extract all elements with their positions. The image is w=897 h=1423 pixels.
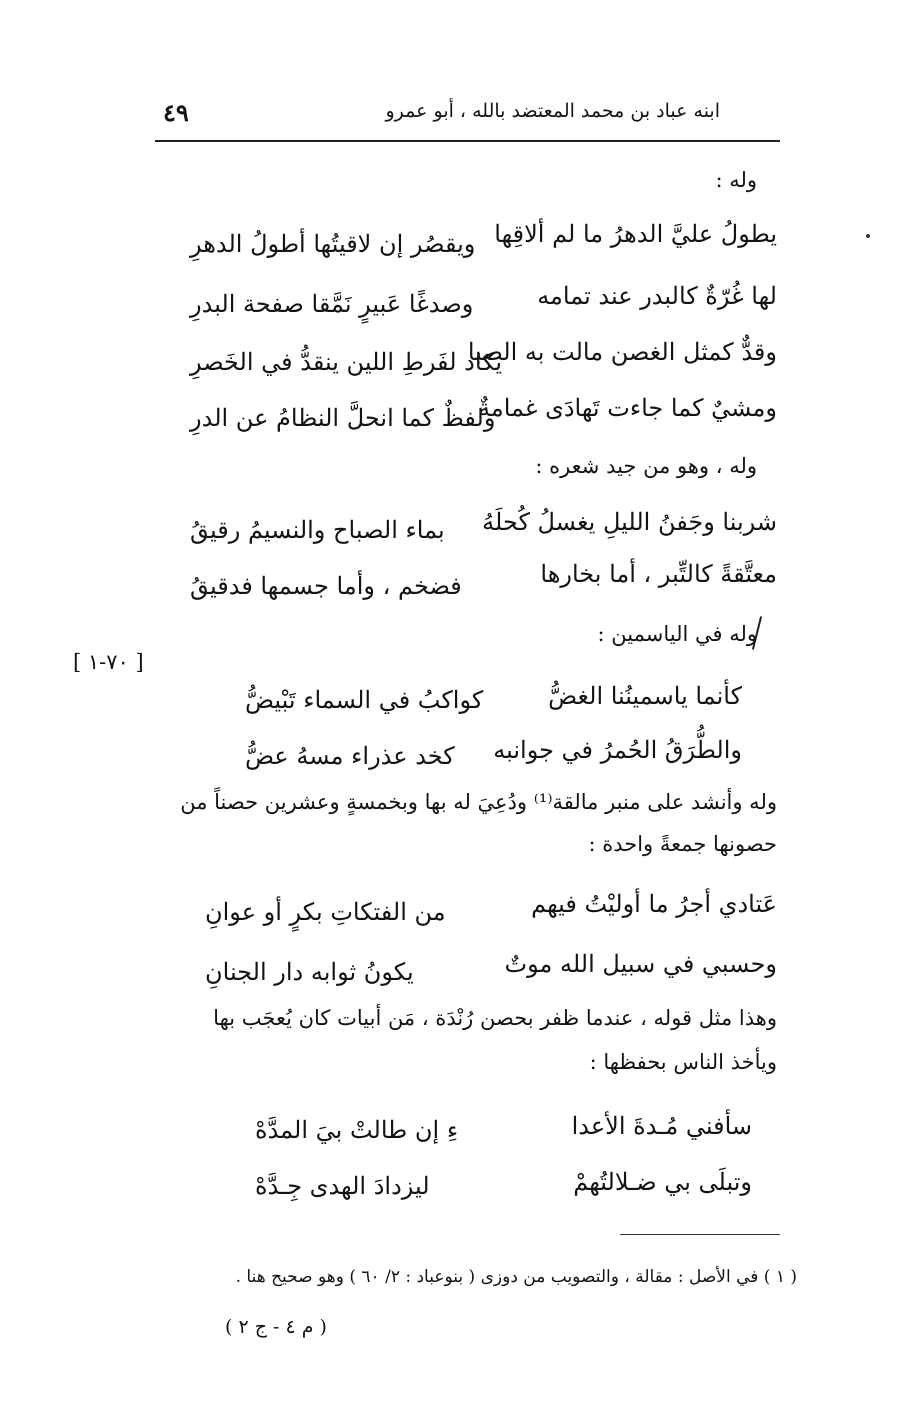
verse-first-hemistich: يطولُ عليَّ الدهرُ ما لم ألاقِها <box>494 220 777 248</box>
header-rule <box>155 140 780 142</box>
verse-second-hemistich: من الفتكاتِ بكرٍ أو عوانِ <box>205 898 446 926</box>
prose-line: وهذا مثل قوله ، عندما ظفر بحصن رُنْدَة ، مَن أبيات كان يُعجَب بها <box>213 1006 777 1030</box>
intro-text: وله : <box>715 168 757 192</box>
verse-first-hemistich: وحسبي في سبيل الله موتٌ <box>504 950 777 978</box>
verse-second-hemistich: فضخم ، وأما جسمها فدقيقُ <box>190 572 462 600</box>
intro-text: وله ، وهو من جيد شعره : <box>535 454 757 478</box>
verse-second-hemistich: ءِ إن طالتْ بيَ المدَّهْ <box>255 1116 459 1144</box>
signature-mark: ( م ٤ - ج ٢ ) <box>225 1316 327 1338</box>
verse-second-hemistich: كواكبُ في السماء تَبْيضُّ <box>245 686 484 714</box>
verse-first-hemistich: شربنا وجَفنُ الليلِ يغسلُ كُحلَهُ <box>482 508 777 536</box>
verse-second-hemistich: وصدغًا عَبيرٍ نَمَّقا صفحة البدرِ <box>190 290 474 318</box>
verse-second-hemistich: بماء الصباح والنسيمُ رقيقُ <box>190 516 445 544</box>
verse-first-hemistich: وقدٌّ كمثل الغصن مالت به الصبا <box>467 338 777 366</box>
margin-dot <box>866 234 870 238</box>
prose-line: وله وأنشد على منبر مالقة⁽¹⁾ ودُعِيَ له بها وبخمسةٍ وعشرين حصناً من <box>180 790 777 814</box>
prose-line: ويأخذ الناس بحفظها : <box>589 1050 777 1074</box>
header-title: ابنه عباد بن محمد المعتضد بالله ، أبو عمرو <box>385 100 720 122</box>
verse-second-hemistich: ليزدادَ الهدى جِـدَّهْ <box>255 1172 430 1200</box>
verse-first-hemistich: معتَّقةً كالتِّبر ، أما بخارها <box>540 560 777 588</box>
verse-second-hemistich: يكونُ ثوابه دار الجنانِ <box>205 958 414 986</box>
running-header <box>155 98 780 134</box>
verse-second-hemistich: ويقصُر إن لاقيتُها أطولُ الدهرِ <box>190 230 476 258</box>
verse-first-hemistich: ومشيٌ كما جاءت تَهادَى غمامةٌ <box>477 394 777 422</box>
verse-first-hemistich: والطُّرَقُ الحُمرُ في جوانبه <box>493 736 742 764</box>
verse-first-hemistich: كأنما ياسمينُنا الغضُّ <box>548 682 742 710</box>
verse-first-hemistich: عَتادي أجرُ ما أوليْتُ فيهم <box>531 890 777 918</box>
page-number: ٤٩ <box>163 98 189 127</box>
margin-reference: [ ٧٠-١ ] <box>73 650 144 674</box>
footnote: ( ١ ) في الأصل : مقالة ، والتصويب من دوزى ( بنوعباد : ٢/ ٦٠ ) وهو صحيح هنا . <box>235 1267 797 1287</box>
footnote-rule <box>620 1234 780 1235</box>
verse-second-hemistich: كخد عذراء مسهُ عضُّ <box>245 742 455 770</box>
verse-first-hemistich: لها غُرّةٌ كالبدر عند تمامه <box>537 282 777 310</box>
verse-first-hemistich: وتبلَى بي ضـلالتُهمْ <box>573 1168 752 1196</box>
verse-second-hemistich: ولفظٌ كما انحلَّ النظامُ عن الدرِ <box>190 404 496 432</box>
prose-line: حصونها جمعةً واحدة : <box>588 832 777 856</box>
verse-first-hemistich: سأفني مُـدةَ الأعدا <box>571 1112 752 1140</box>
verse-second-hemistich: يكاد لفَرطِ اللين ينقدُّ في الخَصرِ <box>190 348 503 376</box>
intro-text: وله في الياسمين : <box>597 622 757 646</box>
